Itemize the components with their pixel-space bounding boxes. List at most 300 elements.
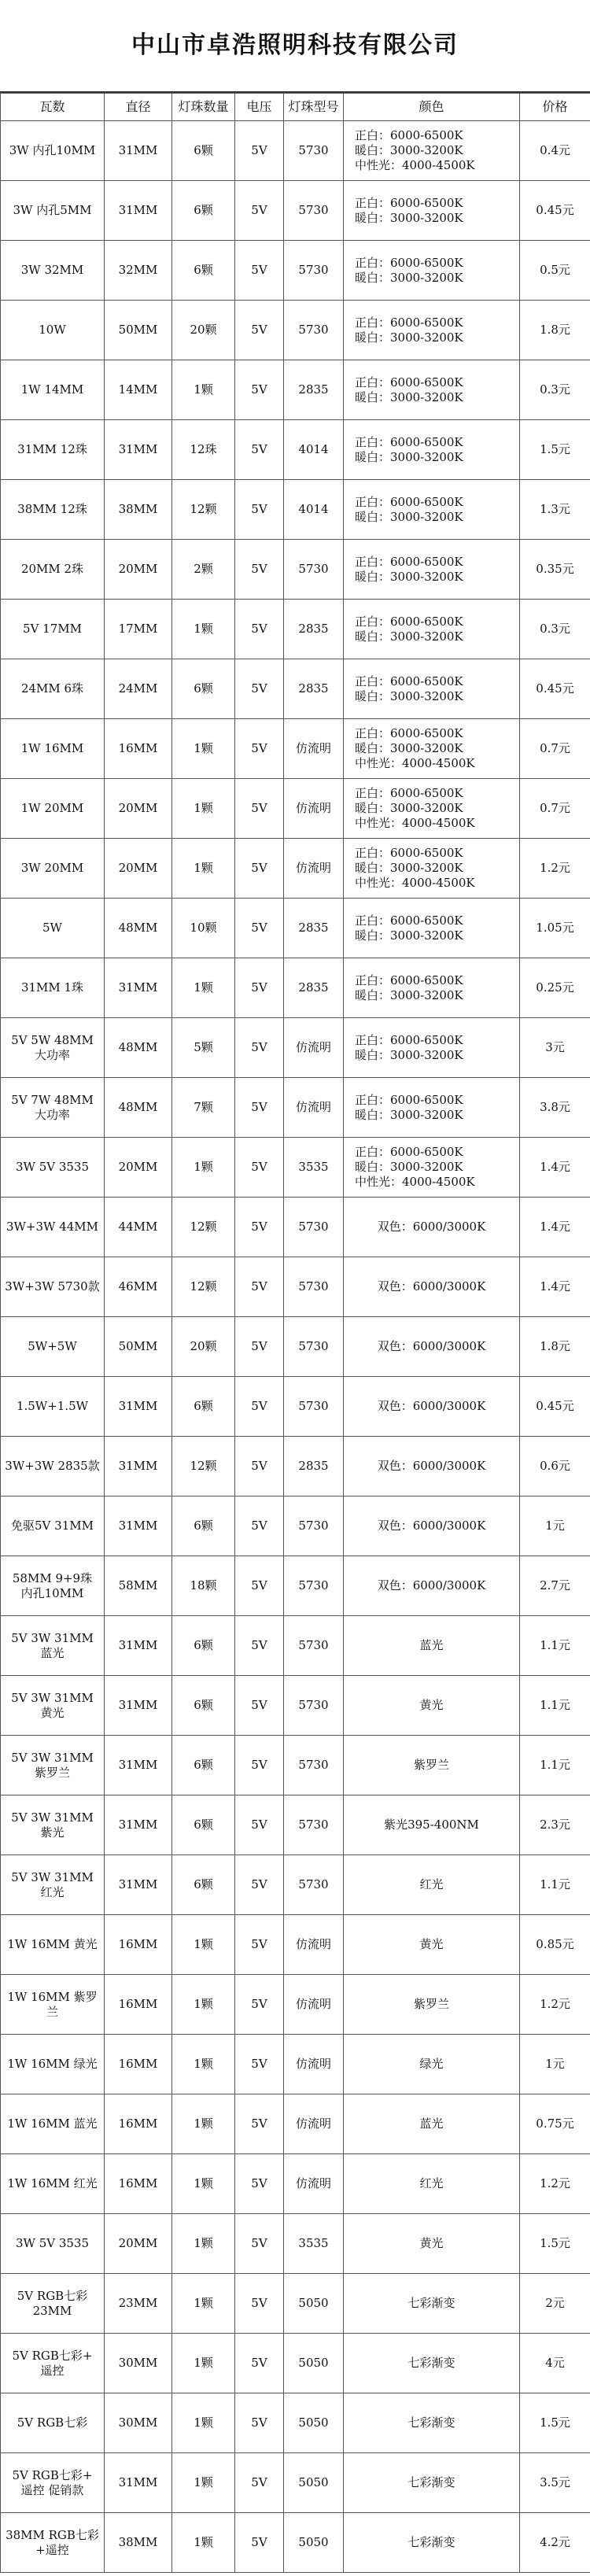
cell-price: 1元 (520, 2035, 590, 2094)
cell-wattage: 20MM 2珠 (1, 540, 105, 600)
cell-color: 双色：6000/3000K (344, 1257, 520, 1317)
cell-color: 黄光 (344, 2214, 520, 2274)
cell-voltage: 5V (235, 1198, 284, 1257)
cell-color: 紫光395-400NM (344, 1795, 520, 1855)
cell-voltage: 5V (235, 480, 284, 540)
table-row (1, 480, 590, 540)
cell-diameter: 58MM (105, 1556, 172, 1616)
cell-bead-count: 1颗 (172, 600, 235, 659)
table-row (1, 1437, 590, 1497)
cell-wattage: 5W+5W (1, 1317, 105, 1377)
cell-bead-model: 5050 (284, 2513, 344, 2573)
cell-price: 0.6元 (520, 1437, 590, 1497)
cell-wattage: 3W 5V 3535 (1, 2214, 105, 2274)
cell-voltage: 5V (235, 1736, 284, 1795)
cell-color: 双色：6000/3000K (344, 1317, 520, 1377)
cell-wattage: 58MM 9+9珠 内孔10MM (1, 1556, 105, 1616)
table-row (1, 1975, 590, 2035)
cell-diameter: 31MM (105, 1795, 172, 1855)
cell-wattage: 3W 5V 3535 (1, 1138, 105, 1198)
cell-bead-model: 2835 (284, 600, 344, 659)
cell-price: 2元 (520, 2274, 590, 2334)
cell-voltage: 5V (235, 1497, 284, 1556)
cell-diameter: 31MM (105, 1497, 172, 1556)
cell-diameter: 50MM (105, 301, 172, 360)
cell-bead-model: 仿流明 (284, 779, 344, 839)
cell-bead-model: 5050 (284, 2274, 344, 2334)
cell-wattage: 免驱5V 31MM (1, 1497, 105, 1556)
cell-bead-count: 12颗 (172, 1198, 235, 1257)
cell-bead-count: 2颗 (172, 540, 235, 600)
table-row (1, 1377, 590, 1437)
cell-bead-model: 仿流明 (284, 1078, 344, 1138)
table-row (1, 2393, 590, 2453)
cell-diameter: 31MM (105, 1377, 172, 1437)
cell-color: 双色：6000/3000K (344, 1198, 520, 1257)
cell-diameter: 16MM (105, 719, 172, 779)
cell-color: 正白：6000-6500K 暖白：3000-3200K (344, 241, 520, 301)
cell-wattage: 5V RGB七彩 23MM (1, 2274, 105, 2334)
company-title: 中山市卓浩照明科技有限公司 (0, 0, 590, 93)
cell-wattage: 1W 16MM 黄光 (1, 1915, 105, 1975)
table-row (1, 1257, 590, 1317)
cell-diameter: 31MM (105, 1736, 172, 1795)
cell-color: 正白：6000-6500K 暖白：3000-3200K (344, 1078, 520, 1138)
cell-diameter: 20MM (105, 2214, 172, 2274)
cell-color: 七彩渐变 (344, 2393, 520, 2453)
cell-diameter: 48MM (105, 899, 172, 958)
cell-bead-model: 5730 (284, 121, 344, 181)
table-row (1, 301, 590, 360)
cell-bead-count: 6颗 (172, 1616, 235, 1676)
cell-bead-model: 5730 (284, 1736, 344, 1795)
cell-voltage: 5V (235, 958, 284, 1018)
cell-wattage: 5V 3W 31MM 黄光 (1, 1676, 105, 1736)
cell-bead-count: 1颗 (172, 2513, 235, 2573)
cell-price: 1.5元 (520, 420, 590, 480)
cell-price: 0.85元 (520, 1915, 590, 1975)
cell-color: 正白：6000-6500K 暖白：3000-3200K 中性光：4000-4500K (344, 1138, 520, 1198)
cell-bead-count: 6颗 (172, 241, 235, 301)
table-row (1, 2035, 590, 2094)
cell-bead-model: 3535 (284, 1138, 344, 1198)
cell-wattage: 3W 内孔10MM (1, 121, 105, 181)
cell-bead-count: 1颗 (172, 2214, 235, 2274)
cell-wattage: 5V 17MM (1, 600, 105, 659)
cell-price: 1.05元 (520, 899, 590, 958)
cell-wattage: 24MM 6珠 (1, 659, 105, 719)
cell-wattage: 31MM 12珠 (1, 420, 105, 480)
cell-voltage: 5V (235, 2154, 284, 2214)
cell-voltage: 5V (235, 2035, 284, 2094)
cell-color: 七彩渐变 (344, 2513, 520, 2573)
cell-bead-model: 5730 (284, 1676, 344, 1736)
table-row (1, 1497, 590, 1556)
cell-diameter: 31MM (105, 958, 172, 1018)
table-row (1, 1795, 590, 1855)
cell-color: 正白：6000-6500K 暖白：3000-3200K (344, 540, 520, 600)
cell-diameter: 38MM (105, 480, 172, 540)
cell-price: 0.75元 (520, 2094, 590, 2154)
cell-voltage: 5V (235, 121, 284, 181)
table-row (1, 1915, 590, 1975)
table-row (1, 360, 590, 420)
cell-voltage: 5V (235, 2453, 284, 2513)
cell-voltage: 5V (235, 779, 284, 839)
cell-price: 1.1元 (520, 1855, 590, 1915)
cell-color: 双色：6000/3000K (344, 1556, 520, 1616)
cell-voltage: 5V (235, 1078, 284, 1138)
table-row (1, 2094, 590, 2154)
cell-price: 1.1元 (520, 1736, 590, 1795)
cell-wattage: 38MM 12珠 (1, 480, 105, 540)
table-row (1, 1616, 590, 1676)
cell-diameter: 20MM (105, 779, 172, 839)
cell-bead-model: 2835 (284, 958, 344, 1018)
table-row (1, 719, 590, 779)
cell-diameter: 31MM (105, 1437, 172, 1497)
header-bead-count: 灯珠数量 (172, 94, 235, 121)
table-row (1, 2274, 590, 2334)
cell-bead-count: 10颗 (172, 899, 235, 958)
cell-color: 蓝光 (344, 1616, 520, 1676)
cell-wattage: 1W 16MM 紫罗 兰 (1, 1975, 105, 2035)
cell-bead-model: 5730 (284, 1257, 344, 1317)
cell-voltage: 5V (235, 839, 284, 899)
cell-bead-count: 12颗 (172, 480, 235, 540)
cell-voltage: 5V (235, 1616, 284, 1676)
cell-color: 正白：6000-6500K 暖白：3000-3200K (344, 301, 520, 360)
table-row (1, 779, 590, 839)
cell-color: 正白：6000-6500K 暖白：3000-3200K 中性光：4000-4500K (344, 839, 520, 899)
cell-wattage: 1W 14MM (1, 360, 105, 420)
cell-voltage: 5V (235, 2214, 284, 2274)
cell-bead-count: 1颗 (172, 2094, 235, 2154)
cell-bead-count: 6颗 (172, 1795, 235, 1855)
cell-voltage: 5V (235, 2393, 284, 2453)
cell-wattage: 3W+3W 5730款 (1, 1257, 105, 1317)
cell-bead-count: 18颗 (172, 1556, 235, 1616)
cell-price: 1.2元 (520, 2154, 590, 2214)
cell-color: 黄光 (344, 1915, 520, 1975)
cell-bead-count: 12颗 (172, 1437, 235, 1497)
cell-wattage: 3W 内孔5MM (1, 181, 105, 241)
cell-bead-model: 仿流明 (284, 2154, 344, 2214)
table-row (1, 839, 590, 899)
cell-price: 2.3元 (520, 1795, 590, 1855)
header-diameter: 直径 (105, 94, 172, 121)
cell-color: 红光 (344, 1855, 520, 1915)
cell-price: 3.8元 (520, 1078, 590, 1138)
cell-color: 正白：6000-6500K 暖白：3000-3200K 中性光：4000-4500K (344, 121, 520, 181)
cell-price: 1.4元 (520, 1257, 590, 1317)
cell-voltage: 5V (235, 1556, 284, 1616)
cell-diameter: 14MM (105, 360, 172, 420)
cell-voltage: 5V (235, 719, 284, 779)
header-color: 颜色 (344, 94, 520, 121)
table-row (1, 181, 590, 241)
cell-voltage: 5V (235, 2274, 284, 2334)
cell-bead-count: 20颗 (172, 301, 235, 360)
cell-price: 0.45元 (520, 181, 590, 241)
cell-price: 0.35元 (520, 540, 590, 600)
cell-voltage: 5V (235, 1018, 284, 1078)
cell-color: 紫罗兰 (344, 1975, 520, 2035)
cell-diameter: 48MM (105, 1078, 172, 1138)
cell-price: 1.3元 (520, 480, 590, 540)
cell-price: 1.5元 (520, 2214, 590, 2274)
cell-bead-count: 6颗 (172, 659, 235, 719)
table-row (1, 2453, 590, 2513)
cell-wattage: 5V RGB七彩+ 遥控 促销款 (1, 2453, 105, 2513)
cell-wattage: 5V 3W 31MM 紫罗兰 (1, 1736, 105, 1795)
cell-color: 正白：6000-6500K 暖白：3000-3200K (344, 600, 520, 659)
header-price: 价格 (520, 94, 590, 121)
cell-wattage: 1W 20MM (1, 779, 105, 839)
cell-diameter: 30MM (105, 2393, 172, 2453)
cell-bead-model: 5730 (284, 1377, 344, 1437)
cell-bead-count: 1颗 (172, 2035, 235, 2094)
cell-diameter: 50MM (105, 1317, 172, 1377)
cell-color: 双色：6000/3000K (344, 1437, 520, 1497)
table-row (1, 121, 590, 181)
cell-price: 1.8元 (520, 301, 590, 360)
cell-wattage: 5W (1, 899, 105, 958)
cell-color: 红光 (344, 2154, 520, 2214)
cell-bead-model: 5730 (284, 241, 344, 301)
cell-color: 正白：6000-6500K 暖白：3000-3200K (344, 958, 520, 1018)
cell-bead-model: 5050 (284, 2453, 344, 2513)
cell-bead-count: 1颗 (172, 2453, 235, 2513)
cell-bead-count: 1颗 (172, 719, 235, 779)
cell-voltage: 5V (235, 600, 284, 659)
table-row (1, 1198, 590, 1257)
cell-voltage: 5V (235, 1915, 284, 1975)
cell-diameter: 20MM (105, 1138, 172, 1198)
cell-price: 1.5元 (520, 2393, 590, 2453)
cell-bead-model: 2835 (284, 360, 344, 420)
cell-voltage: 5V (235, 2334, 284, 2393)
cell-price: 3.5元 (520, 2453, 590, 2513)
table-row (1, 2214, 590, 2274)
cell-price: 0.3元 (520, 600, 590, 659)
cell-price: 0.3元 (520, 360, 590, 420)
cell-bead-model: 5730 (284, 1616, 344, 1676)
cell-bead-model: 5730 (284, 1556, 344, 1616)
table-row (1, 1317, 590, 1377)
cell-voltage: 5V (235, 1138, 284, 1198)
cell-wattage: 31MM 1珠 (1, 958, 105, 1018)
table-row (1, 1556, 590, 1616)
cell-bead-model: 5730 (284, 1198, 344, 1257)
cell-price: 3元 (520, 1018, 590, 1078)
cell-wattage: 1.5W+1.5W (1, 1377, 105, 1437)
cell-diameter: 31MM (105, 1676, 172, 1736)
cell-voltage: 5V (235, 899, 284, 958)
cell-bead-model: 4014 (284, 420, 344, 480)
cell-wattage: 3W+3W 44MM (1, 1198, 105, 1257)
cell-diameter: 24MM (105, 659, 172, 719)
cell-bead-model: 5730 (284, 301, 344, 360)
cell-bead-model: 4014 (284, 480, 344, 540)
cell-diameter: 16MM (105, 1915, 172, 1975)
cell-price: 1.1元 (520, 1676, 590, 1736)
cell-price: 4元 (520, 2334, 590, 2393)
cell-diameter: 31MM (105, 181, 172, 241)
cell-diameter: 44MM (105, 1198, 172, 1257)
cell-bead-count: 1颗 (172, 839, 235, 899)
cell-bead-model: 仿流明 (284, 1975, 344, 2035)
cell-bead-count: 1颗 (172, 1975, 235, 2035)
table-row (1, 659, 590, 719)
cell-diameter: 32MM (105, 241, 172, 301)
cell-price: 0.5元 (520, 241, 590, 301)
cell-voltage: 5V (235, 1377, 284, 1437)
cell-voltage: 5V (235, 1257, 284, 1317)
cell-bead-count: 6颗 (172, 1736, 235, 1795)
header-voltage: 电压 (235, 94, 284, 121)
cell-bead-model: 5730 (284, 181, 344, 241)
cell-diameter: 23MM (105, 2274, 172, 2334)
cell-wattage: 1W 16MM 蓝光 (1, 2094, 105, 2154)
cell-voltage: 5V (235, 1317, 284, 1377)
cell-wattage: 3W+3W 2835款 (1, 1437, 105, 1497)
cell-color: 正白：6000-6500K 暖白：3000-3200K (344, 1018, 520, 1078)
cell-diameter: 31MM (105, 121, 172, 181)
cell-price: 1.2元 (520, 839, 590, 899)
cell-color: 正白：6000-6500K 暖白：3000-3200K 中性光：4000-4500K (344, 719, 520, 779)
cell-bead-model: 5730 (284, 540, 344, 600)
cell-wattage: 5V 5W 48MM 大功率 (1, 1018, 105, 1078)
cell-diameter: 17MM (105, 600, 172, 659)
cell-voltage: 5V (235, 540, 284, 600)
table-row (1, 241, 590, 301)
cell-price: 0.25元 (520, 958, 590, 1018)
cell-color: 正白：6000-6500K 暖白：3000-3200K (344, 659, 520, 719)
cell-color: 正白：6000-6500K 暖白：3000-3200K (344, 181, 520, 241)
cell-bead-count: 1颗 (172, 2334, 235, 2393)
cell-diameter: 16MM (105, 2035, 172, 2094)
cell-bead-count: 1颗 (172, 2154, 235, 2214)
cell-price: 0.4元 (520, 121, 590, 181)
table-row (1, 1018, 590, 1078)
cell-bead-count: 6颗 (172, 1497, 235, 1556)
cell-wattage: 5V 7W 48MM 大功率 (1, 1078, 105, 1138)
cell-wattage: 1W 16MM 绿光 (1, 2035, 105, 2094)
table-row (1, 2154, 590, 2214)
cell-voltage: 5V (235, 1975, 284, 2035)
cell-color: 正白：6000-6500K 暖白：3000-3200K (344, 899, 520, 958)
cell-price: 1.4元 (520, 1138, 590, 1198)
cell-price: 1.1元 (520, 1616, 590, 1676)
cell-voltage: 5V (235, 1437, 284, 1497)
cell-diameter: 31MM (105, 2453, 172, 2513)
cell-price: 1.2元 (520, 1975, 590, 2035)
cell-diameter: 20MM (105, 839, 172, 899)
cell-bead-model: 5730 (284, 1855, 344, 1915)
cell-voltage: 5V (235, 659, 284, 719)
cell-bead-model: 5730 (284, 1497, 344, 1556)
cell-bead-model: 2835 (284, 899, 344, 958)
cell-wattage: 10W (1, 301, 105, 360)
cell-bead-model: 5730 (284, 1795, 344, 1855)
cell-diameter: 48MM (105, 1018, 172, 1078)
cell-bead-count: 6颗 (172, 121, 235, 181)
cell-voltage: 5V (235, 1795, 284, 1855)
cell-price: 1.8元 (520, 1317, 590, 1377)
cell-color: 正白：6000-6500K 暖白：3000-3200K (344, 480, 520, 540)
cell-bead-model: 5050 (284, 2393, 344, 2453)
cell-price: 0.45元 (520, 1377, 590, 1437)
cell-price: 0.7元 (520, 779, 590, 839)
cell-bead-count: 12珠 (172, 420, 235, 480)
cell-price: 1.4元 (520, 1198, 590, 1257)
cell-voltage: 5V (235, 420, 284, 480)
cell-voltage: 5V (235, 2094, 284, 2154)
cell-wattage: 5V 3W 31MM 蓝光 (1, 1616, 105, 1676)
cell-wattage: 1W 16MM 红光 (1, 2154, 105, 2214)
cell-bead-count: 1颗 (172, 2393, 235, 2453)
table-row (1, 1736, 590, 1795)
cell-color: 黄光 (344, 1676, 520, 1736)
cell-diameter: 16MM (105, 1975, 172, 2035)
cell-bead-count: 12颗 (172, 1257, 235, 1317)
table-header-row (1, 94, 590, 121)
cell-wattage: 3W 32MM (1, 241, 105, 301)
table-row (1, 1676, 590, 1736)
cell-bead-model: 仿流明 (284, 839, 344, 899)
table-row (1, 2513, 590, 2573)
cell-wattage: 5V 3W 31MM 紫光 (1, 1795, 105, 1855)
cell-diameter: 46MM (105, 1257, 172, 1317)
cell-bead-count: 1颗 (172, 1915, 235, 1975)
cell-bead-model: 5730 (284, 1317, 344, 1377)
cell-bead-count: 1颗 (172, 958, 235, 1018)
cell-bead-count: 5颗 (172, 1018, 235, 1078)
table-row (1, 1855, 590, 1915)
cell-color: 正白：6000-6500K 暖白：3000-3200K (344, 420, 520, 480)
cell-color: 七彩渐变 (344, 2274, 520, 2334)
cell-voltage: 5V (235, 1676, 284, 1736)
cell-price: 0.7元 (520, 719, 590, 779)
table-row (1, 958, 590, 1018)
table-row (1, 1138, 590, 1198)
cell-wattage: 3W 20MM (1, 839, 105, 899)
table-body (1, 121, 590, 2573)
cell-diameter: 38MM (105, 2513, 172, 2573)
cell-bead-count: 6颗 (172, 181, 235, 241)
cell-diameter: 20MM (105, 540, 172, 600)
cell-bead-model: 2835 (284, 659, 344, 719)
table-row (1, 420, 590, 480)
header-bead-model: 灯珠型号 (284, 94, 344, 121)
cell-color: 正白：6000-6500K 暖白：3000-3200K (344, 360, 520, 420)
table-row (1, 2334, 590, 2393)
cell-bead-count: 1颗 (172, 779, 235, 839)
cell-color: 双色：6000/3000K (344, 1497, 520, 1556)
cell-color: 蓝光 (344, 2094, 520, 2154)
cell-price: 4.2元 (520, 2513, 590, 2573)
cell-diameter: 31MM (105, 1855, 172, 1915)
cell-price: 1元 (520, 1497, 590, 1556)
cell-bead-model: 仿流明 (284, 1915, 344, 1975)
cell-color: 双色：6000/3000K (344, 1377, 520, 1437)
cell-color: 七彩渐变 (344, 2453, 520, 2513)
cell-wattage: 38MM RGB七彩 +遥控 (1, 2513, 105, 2573)
cell-wattage: 5V RGB七彩 (1, 2393, 105, 2453)
cell-price: 0.45元 (520, 659, 590, 719)
cell-voltage: 5V (235, 2513, 284, 2573)
